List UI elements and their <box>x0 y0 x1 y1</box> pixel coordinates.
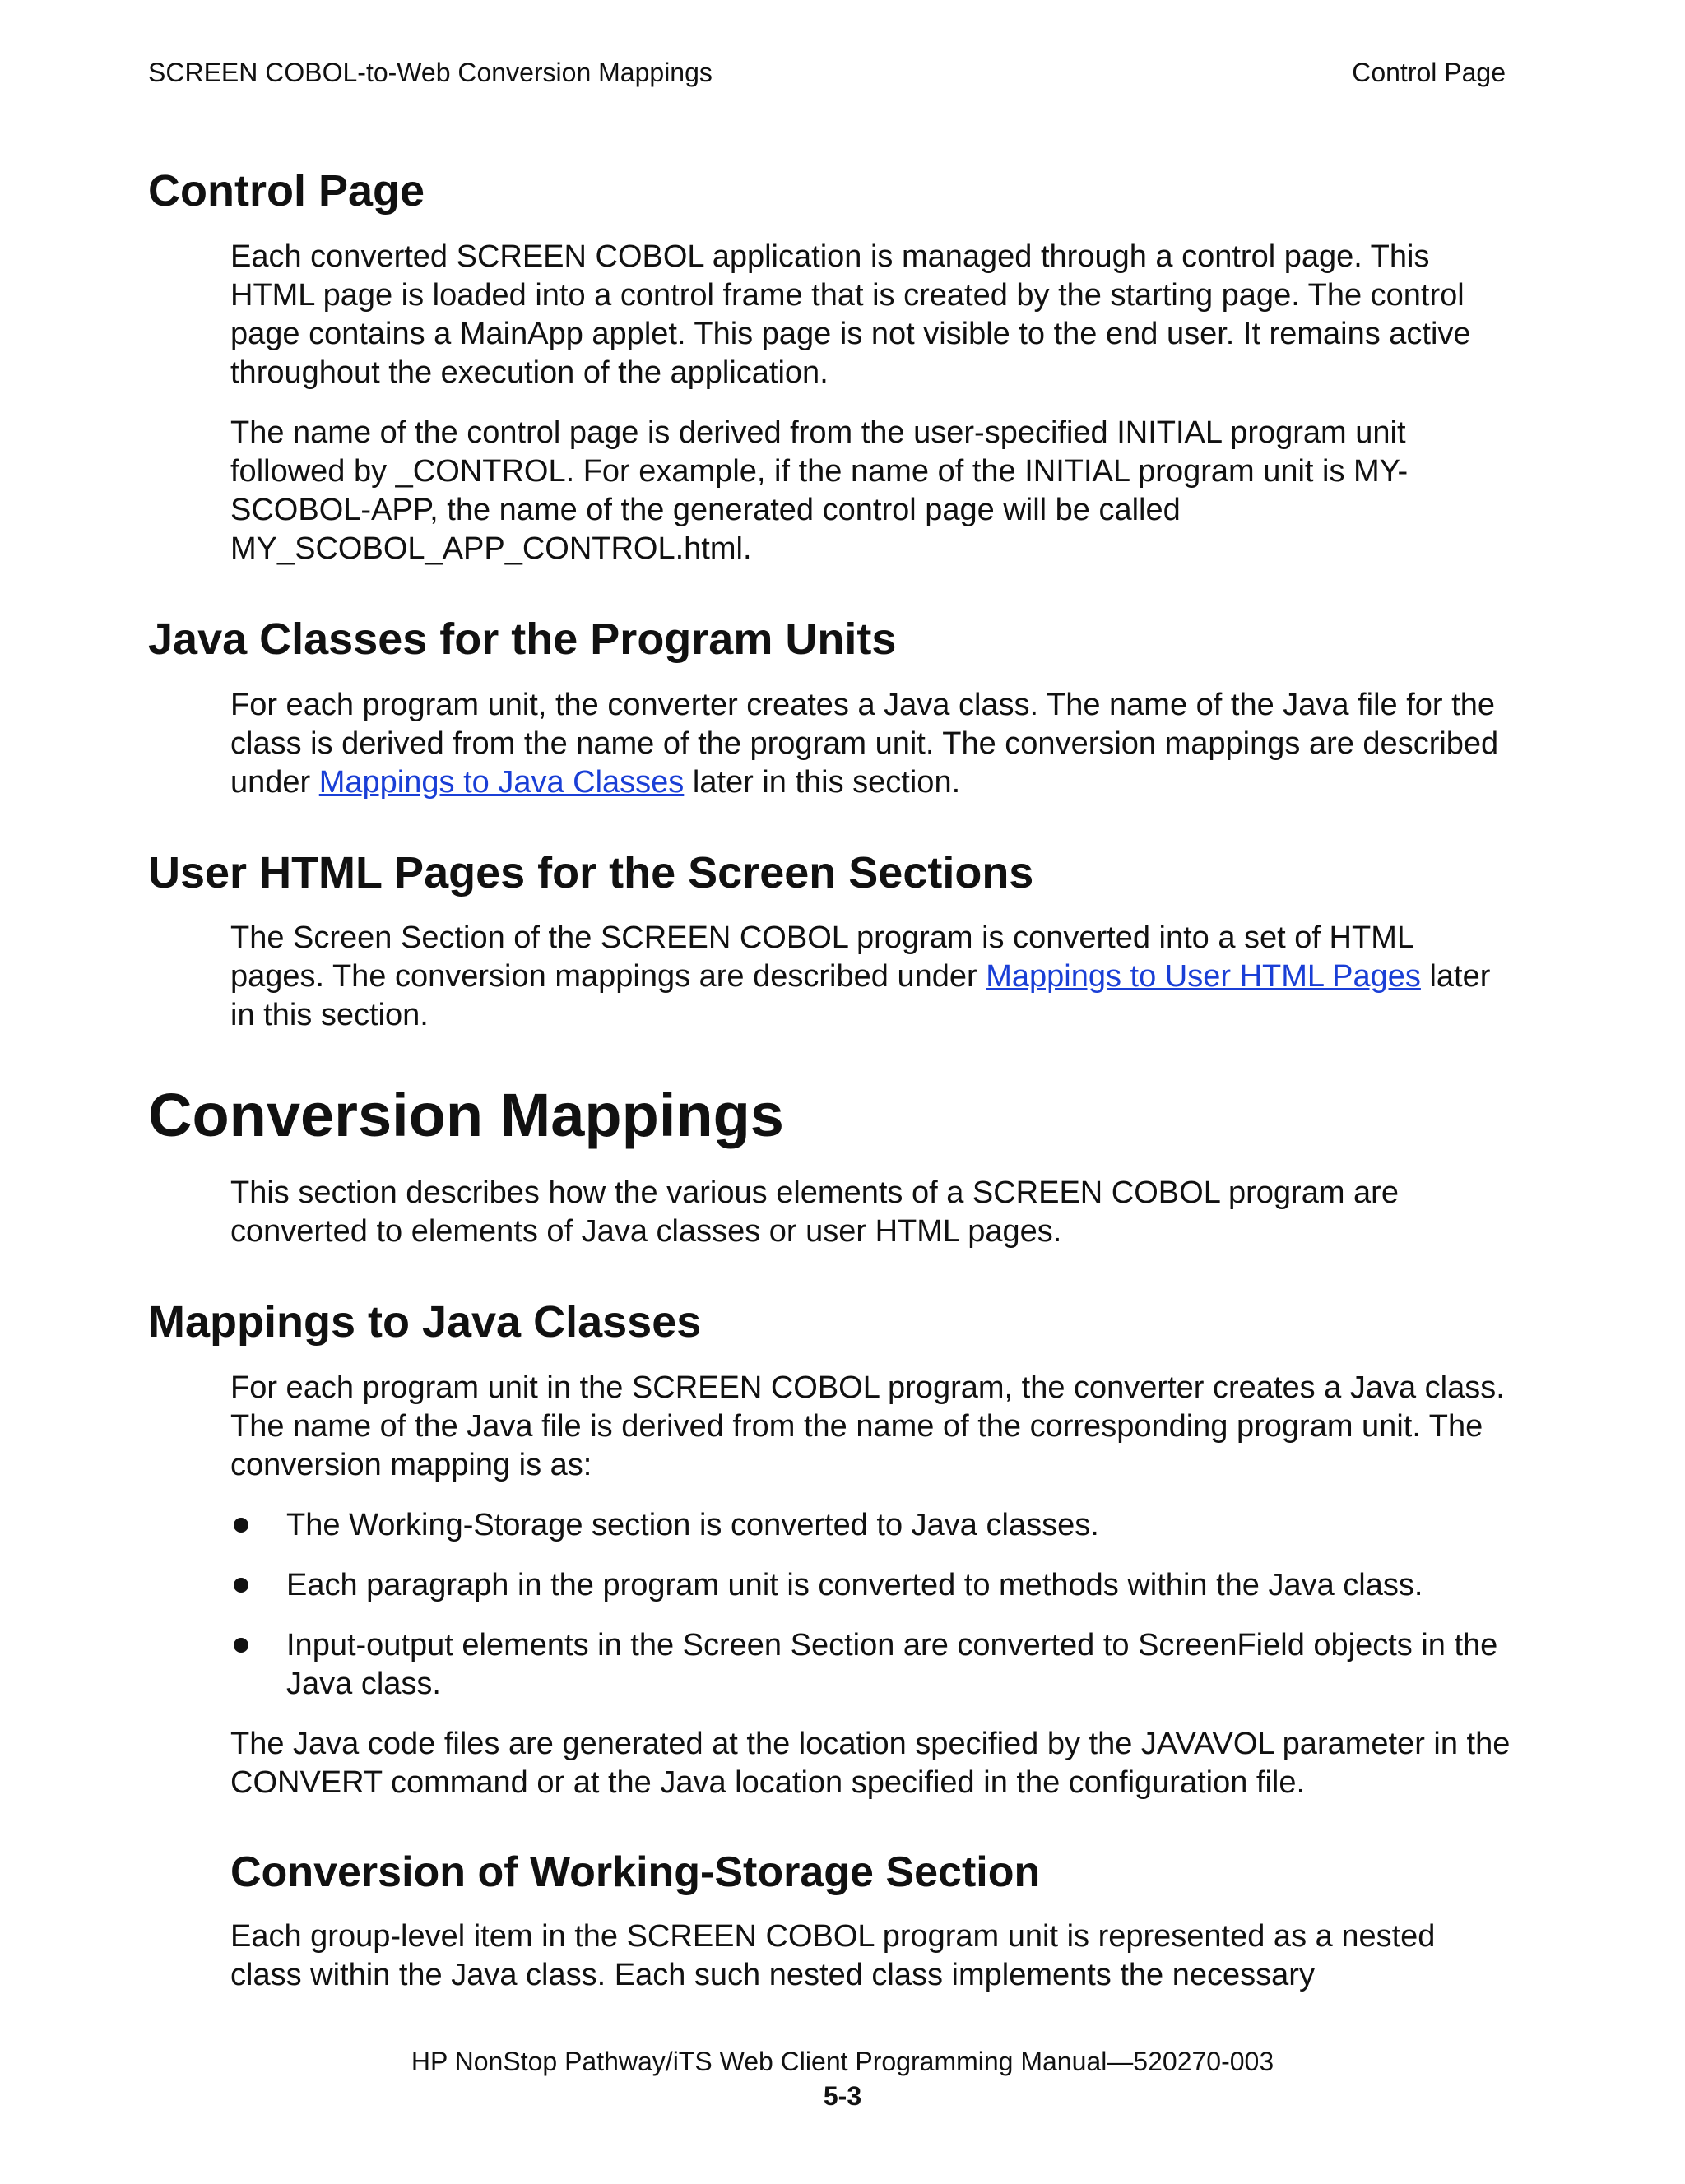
bullet-dot-icon <box>234 1578 248 1593</box>
heading-mappings-to-java-classes: Mappings to Java Classes <box>148 1297 702 1347</box>
bullet-item <box>230 1626 1514 1704</box>
footer-page-number: 5-3 <box>823 2081 862 2111</box>
java-classes-text-before: For each program unit, the converter creates a Java class. The name of the Java file for the class is derived from the name of the program unit. The conversion mappings are described under <box>230 687 1499 800</box>
page-header <box>148 58 1506 88</box>
conversion-mappings-paragraph: This section describes how the various elements of a SCREEN COBOL program are converted to elements of Java classes or user HTML pages. <box>230 1175 1399 1250</box>
bullet-item-text: Input-output elements in the Screen Section are converted to ScreenField objects in the Java class. <box>286 1627 1498 1701</box>
link-mappings-to-user-html-pages[interactable]: Mappings to User HTML Pages <box>986 959 1421 995</box>
bullet-dot-icon <box>234 1638 248 1653</box>
bullet-item-text: The Working-Storage section is converted to Java classes. <box>286 1507 1099 1542</box>
control-page-paragraph-2: The name of the control page is derived from the user-specified INITIAL program unit followed by _CONTROL. For example, if the name of the INITIAL program unit is MY-SCOBOL-APP, the name of the generated control page will be called MY_SCOBOL_APP_CONTROL.html. <box>230 415 1409 566</box>
heading-control-page: Control Page <box>148 166 425 216</box>
mappings-java-paragraph-2: The Java code files are generated at the location specified by the JAVAVOL parameter in the CONVERT command or at the Java location specified in the configuration file. <box>230 1726 1511 1800</box>
java-classes-text-after: later in this section. <box>684 764 961 800</box>
user-html-paragraph <box>230 919 1514 1035</box>
heading-working-storage-conversion: Conversion of Working-Storage Section <box>230 1848 1041 1896</box>
footer-manual-title: HP NonStop Pathway/iTS Web Client Programming Manual—520270-003 <box>411 2047 1274 2076</box>
user-html-text-before: The Screen Section of the SCREEN COBOL program is converted into a set of HTML pages. The conversion mappings are described under <box>230 920 1413 995</box>
link-mappings-to-java-classes[interactable]: Mappings to Java Classes <box>318 764 685 800</box>
bullet-dot-icon <box>234 1518 248 1533</box>
java-classes-paragraph <box>230 686 1514 802</box>
working-storage-paragraph: Each group-level item in the SCREEN COBOL program unit is represented as a nested class within the Java class. Each such nested class implements the necessary <box>230 1919 1436 1993</box>
page-footer <box>0 2044 1685 2113</box>
control-page-paragraph-1: Each converted SCREEN COBOL application is managed through a control page. This HTML page is loaded into a control frame that is created by the starting page. The control page contains a MainApp applet. This page is not visible to the end user. It remains active throughout the execution of the application. <box>230 239 1471 390</box>
bullet-item <box>230 1566 1514 1605</box>
bullet-item-text: Each paragraph in the program unit is converted to methods within the Java class. <box>286 1567 1423 1602</box>
heading-conversion-mappings: Conversion Mappings <box>148 1081 784 1150</box>
header-section-title: Control Page <box>1352 58 1506 87</box>
mappings-java-paragraph-1: For each program unit in the SCREEN COBOL program, the converter creates a Java class. The name of the Java file is derived from the name of the corresponding program unit. The conversion mapping is as: <box>230 1370 1505 1482</box>
heading-user-html-pages: User HTML Pages for the Screen Sections <box>148 847 1034 897</box>
bullet-item <box>230 1506 1514 1545</box>
user-html-text-after: later in this section. <box>230 959 1491 1033</box>
heading-java-classes: Java Classes for the Program Units <box>148 614 897 664</box>
mapping-bullet-list <box>230 1506 1514 1704</box>
header-doc-title: SCREEN COBOL-to-Web Conversion Mappings <box>148 58 713 87</box>
page-content <box>148 165 1514 2016</box>
